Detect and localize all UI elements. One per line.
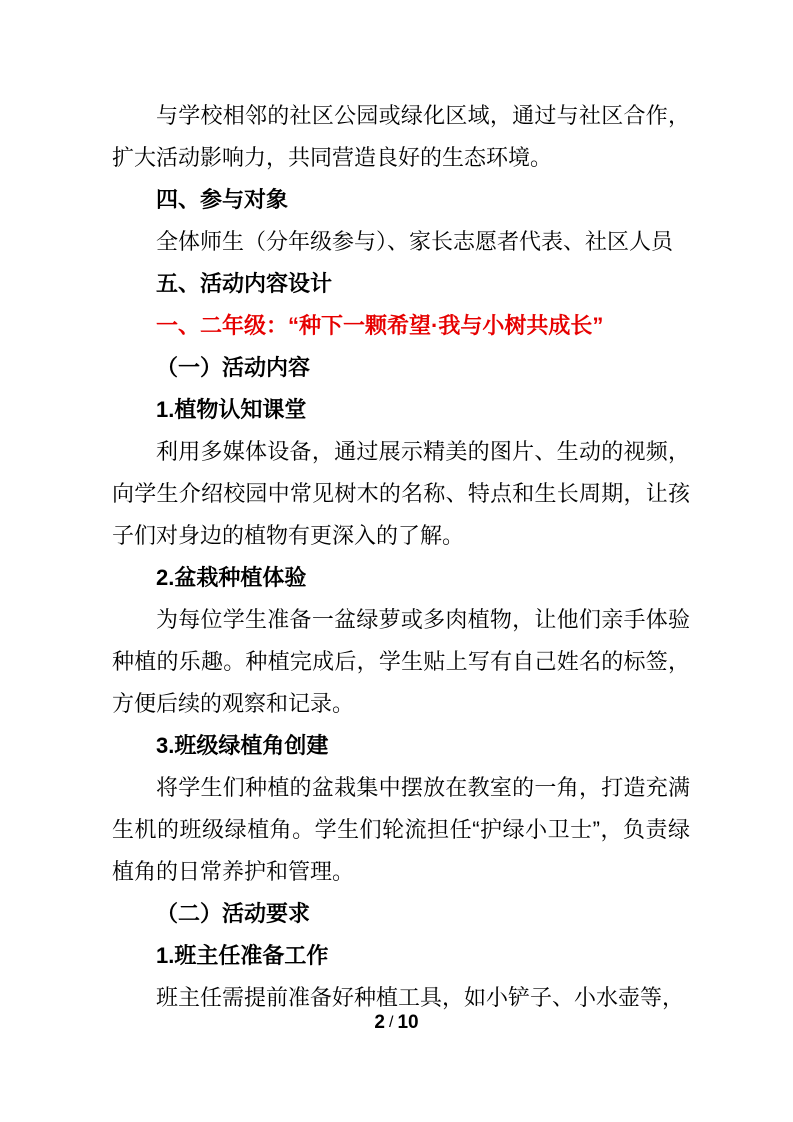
item-heading-plant-class: 1.植物认知课堂 — [156, 397, 307, 422]
item-heading-teacher-preparation: 1.班主任准备工作 — [156, 943, 329, 968]
subheading-activity-requirements: （二）活动要求 — [156, 901, 311, 926]
item-heading-potting-experience: 2.盆栽种植体验 — [156, 565, 307, 590]
item-heading-green-corner: 3.班级绿植角创建 — [156, 733, 329, 758]
subheading-activity-content: （一）活动内容 — [156, 355, 311, 380]
page-number-total: 10 — [397, 1012, 419, 1033]
page-number-separator: / — [388, 1014, 394, 1031]
heading-activity-design: 五、活动内容设计 — [156, 271, 333, 296]
paragraph-teacher-preparation: 班主任需提前准备好种植工具，如小铲子、小水壶等， — [156, 985, 685, 1010]
paragraph-potting-experience: 为每位学生准备一盆绿萝或多肉植物，让他们亲手体验种植的乐趣。种植完成后，学生贴上写有自己姓名的标签，方便后续的观察和记录。 — [112, 607, 690, 716]
page-number-current: 2 — [374, 1012, 385, 1033]
document-body — [112, 95, 690, 1019]
paragraph-plant-class: 利用多媒体设备，通过展示精美的图片、生动的视频，向学生介绍校园中常见树木的名称、特点和生长周期，让孩子们对身边的植物有更深入的了解。 — [112, 439, 690, 548]
page-number — [0, 1012, 793, 1034]
paragraph-community-cooperation: 与学校相邻的社区公园或绿化区域，通过与社区合作，扩大活动影响力，共同营造良好的生态环境。 — [112, 103, 690, 170]
paragraph-green-corner: 将学生们种植的盆栽集中摆放在教室的一角，打造充满生机的班级绿植角。学生们轮流担任“护绿小卫士”，负责绿植角的日常养护和管理。 — [112, 775, 690, 884]
heading-grade12-theme: 一、二年级：“种下一颗希望·我与小树共成长” — [156, 313, 604, 338]
heading-participants: 四、参与对象 — [156, 187, 289, 212]
paragraph-participants-list: 全体师生（分年级参与）、家长志愿者代表、社区人员 — [156, 229, 674, 254]
